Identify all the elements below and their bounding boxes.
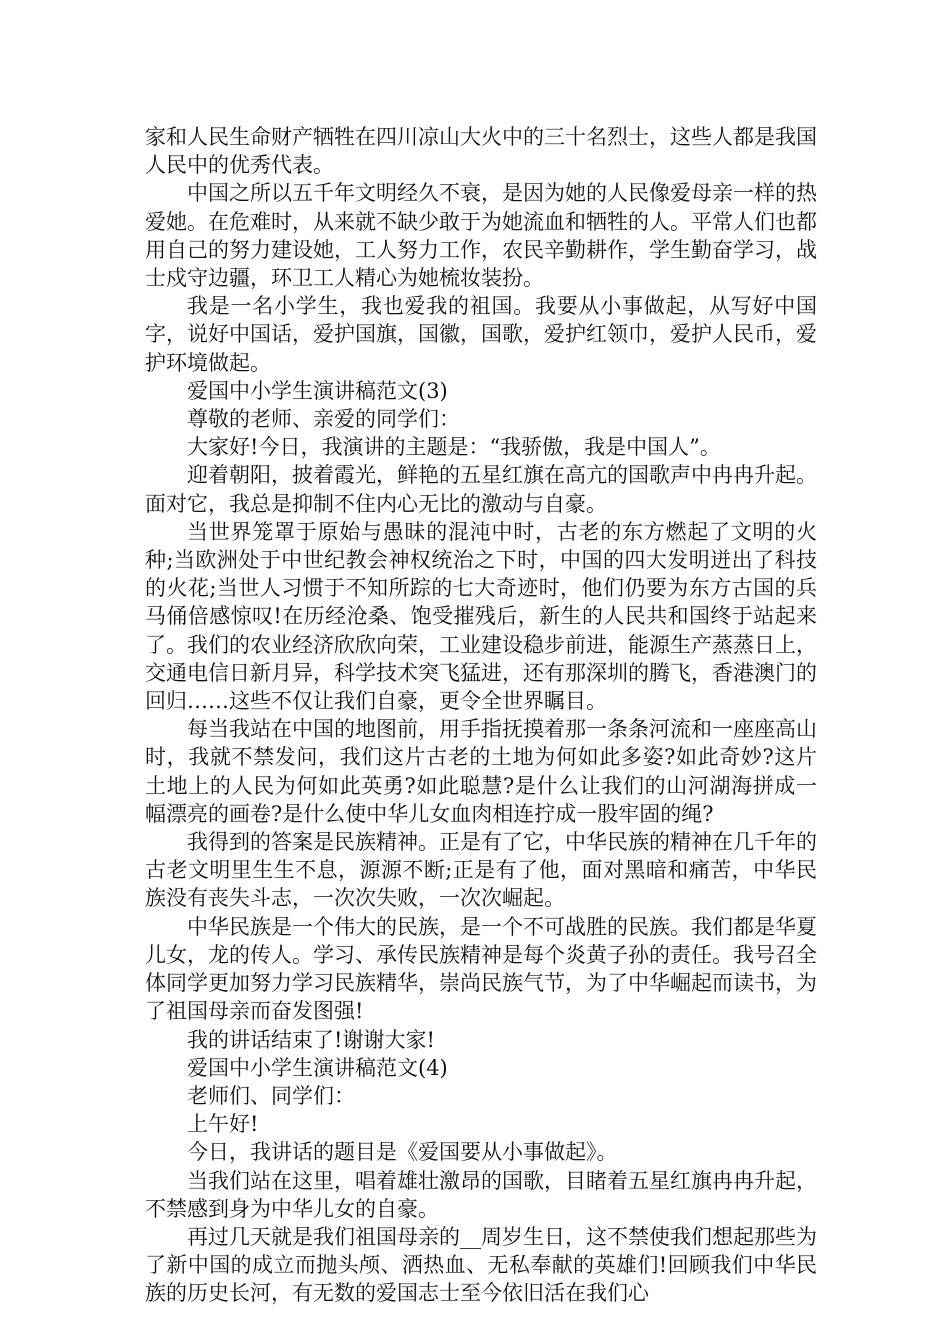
paragraph: 大家好!今日，我演讲的主题是：“我骄傲，我是中国人”。 <box>187 435 721 460</box>
paragraph: 中华民族是一个伟大的民族，是一个不可战胜的民族。我们都是华夏儿女，龙的传人。学习、承传民族精神是每个炎黄子孙的责任。我号召全体同学更加努力学习民族精华，崇尚民族气节，为了中华崛起而读书，为了祖国母亲而奋发图强! <box>145 914 817 1024</box>
section-heading: 爱国中小学生演讲稿范文(3) <box>187 378 448 403</box>
salutation: 老师们、同学们： <box>187 1083 355 1108</box>
paragraph: 今日，我讲话的题目是《爱国要从小事做起》。 <box>187 1140 618 1165</box>
paragraph: 当我们站在这里，唱着雄壮激昂的国歌，目睹着五星红旗冉冉升起，不禁感到身为中华儿女的自豪。 <box>145 1168 817 1221</box>
paragraph: 我是一名小学生，我也爱我的祖国。我要从小事做起，从写好中国字，说好中国话，爱护国旗，国徽，国歌，爱护红领巾，爱护人民币，爱护环境做起。 <box>145 294 817 375</box>
paragraph: 每当我站在中国的地图前，用手指抚摸着那一条条河流和一座座高山时，我就不禁发问，我们这片古老的土地为何如此多姿?如此奇妙?这片土地上的人民为何如此英勇?如此聪慧?是什么让我们的山河湖海拼成一幅漂亮的画卷?是什么使中华儿女血肉相连拧成一股牢固的绳? <box>145 717 817 826</box>
paragraph: 再过几天就是我们祖国母亲的__周岁生日，这不禁使我们想起那些为了新中国的成立而抛头颅、洒热血、无私奉献的英雄们!回顾我们中华民族的历史长河，有无数的爱国志士至今依旧活在我们心 <box>145 1224 817 1306</box>
document-body <box>145 123 817 1308</box>
paragraph: 当世界笼罩于原始与愚昧的混沌中时，古老的东方燃起了文明的火种;当欧洲处于中世纪教会神权统治之下时，中国的四大发明迸出了科技的火花;当世人习惯于不知所踪的七大奇迹时，他们仍要为东方古国的兵马俑倍感惊叹!在历经沧桑、饱受摧残后，新生的人民共和国终于站起来了。我们的农业经济欣欣向荣，工业建设稳步前进，能源生产蒸蒸日上，交通电信日新月异，科学技术突飞猛进，还有那深圳的腾飞，香港澳门的回归……这些不仅让我们自豪，更令全世界瞩目。 <box>145 519 817 714</box>
closing: 我的讲话结束了!谢谢大家! <box>187 1027 435 1052</box>
salutation: 尊敬的老师、亲爱的同学们： <box>187 407 460 432</box>
greeting: 上午好! <box>187 1112 259 1137</box>
paragraph: 中国之所以五千年文明经久不衰，是因为她的人民像爱母亲一样的热爱她。在危难时，从来就不缺少敢于为她流血和牺牲的人。平常人们也都用自己的努力建设她，工人努力工作，农民辛勤耕作，学生勤奋学习，战士戍守边疆，环卫工人精心为她梳妆装扮。 <box>145 181 817 291</box>
section-heading: 爱国中小学生演讲稿范文(4) <box>187 1055 448 1080</box>
paragraph: 迎着朝阳，披着霞光，鲜艳的五星红旗在高亢的国歌声中冉冉升起。面对它，我总是抑制不住内心无比的激动与自豪。 <box>145 463 817 516</box>
paragraph-continuation: 家和人民生命财产牺牲在四川凉山大火中的三十名烈士，这些人都是我国人民中的优秀代表。 <box>145 125 817 178</box>
paragraph: 我得到的答案是民族精神。正是有了它，中华民族的精神在几千年的古老文明里生生不息，源源不断;正是有了他，面对黑暗和痛苦，中华民族没有丧失斗志，一次次失败，一次次崛起。 <box>145 830 817 911</box>
